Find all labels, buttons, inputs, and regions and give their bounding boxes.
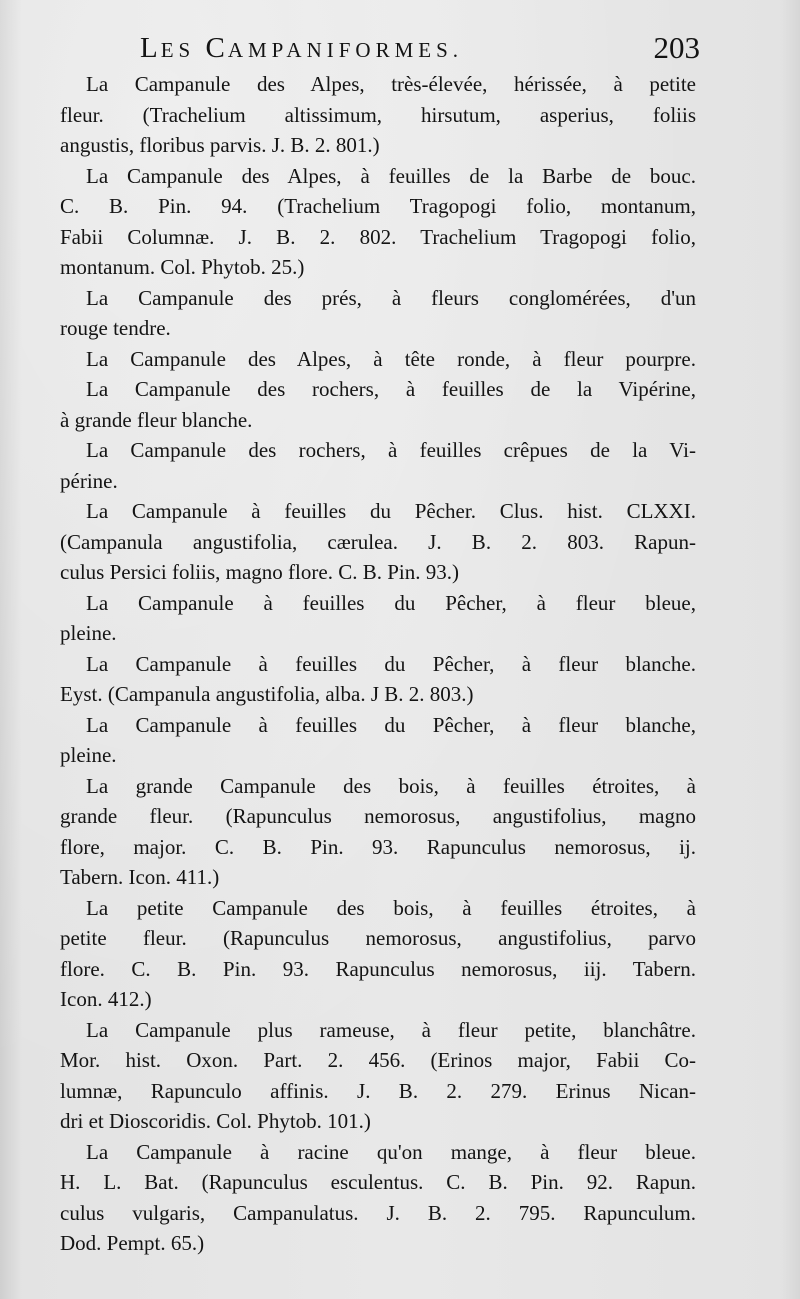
text-line: Fabii Columnæ. J. B. 2. 802. Trachelium Tragopogi folio, xyxy=(60,224,696,249)
running-title: LES CAMPANIFORMES. xyxy=(140,32,464,64)
text-line: montanum. Col. Phytob. 25.) xyxy=(60,255,305,279)
text-line: pleine. xyxy=(60,743,117,767)
text-line: La Campanule à feuilles du Pêcher. Clus. hist. CLXXI. xyxy=(86,499,696,523)
text-line: La Campanule des Alpes, à feuilles de la Barbe de bouc. xyxy=(86,163,696,188)
text-line: La Campanule des Alpes, à tête ronde, à fleur pourpre. xyxy=(86,346,696,371)
text-line: petite fleur. (Rapunculus nemorosus, angustifolius, parvo xyxy=(60,926,696,950)
text-line: pleine. xyxy=(60,621,117,645)
text-line: dri et Dioscoridis. Col. Phytob. 101.) xyxy=(60,1109,371,1133)
text-line: La Campanule à feuilles du Pêcher, à fleur bleue, xyxy=(86,590,696,615)
text-line: culus vulgaris, Campanulatus. J. B. 2. 795. Rapunculum. xyxy=(60,1200,696,1225)
text-line: H. L. Bat. (Rapunculus esculentus. C. B. Pin. 92. Rapun. xyxy=(60,1170,696,1194)
text-line: La Campanule à racine qu'on mange, à fleur bleue. xyxy=(86,1139,696,1164)
text-line: La Campanule des rochers, à feuilles crêpues de la Vi- xyxy=(86,438,696,462)
text-line: C. B. Pin. 94. (Trachelium Tragopogi folio, montanum, xyxy=(60,194,696,218)
page-number: 203 xyxy=(653,30,700,65)
text-line: flore. C. B. Pin. 93. Rapunculus nemorosus, iij. Tabern. xyxy=(60,956,696,981)
text-line: (Campanula angustifolia, cærulea. J. B. 2. 803. Rapun- xyxy=(60,529,696,554)
text-line: La grande Campanule des bois, à feuilles étroites, à xyxy=(86,773,696,798)
text-line: fleur. (Trachelium altissimum, hirsutum, asperius, foliis xyxy=(60,102,696,127)
text-line: Dod. Pempt. 65.) xyxy=(60,1231,205,1255)
text-line: La Campanule à feuilles du Pêcher, à fleur blanche, xyxy=(86,712,696,737)
page-header xyxy=(140,28,700,72)
text-line: La Campanule des prés, à fleurs conglomérées, d'un xyxy=(86,285,696,310)
text-line: La Campanule des Alpes, très-élevée, hérissée, à petite xyxy=(86,72,696,96)
text-line: rouge tendre. xyxy=(60,316,171,340)
text-line: angustis, floribus parvis. J. B. 2. 801.) xyxy=(60,133,380,157)
text-line: périne. xyxy=(60,468,118,493)
text-line: lumnæ, Rapunculo affinis. J. B. 2. 279. Erinus Nican- xyxy=(60,1078,696,1103)
text-line: Icon. 412.) xyxy=(60,987,152,1011)
body-text xyxy=(60,69,696,1259)
text-line: culus Persici foliis, magno flore. C. B. Pin. 93.) xyxy=(60,560,459,584)
text-line: Mor. hist. Oxon. Part. 2. 456. (Erinos major, Fabii Co- xyxy=(60,1048,696,1072)
text-line: Eyst. (Campanula angustifolia, alba. J B. 2. 803.) xyxy=(60,682,474,706)
text-line: grande fleur. (Rapunculus nemorosus, angustifolius, magno xyxy=(60,804,696,828)
text-line: La Campanule à feuilles du Pêcher, à fleur blanche. xyxy=(86,651,696,676)
text-line: Tabern. Icon. 411.) xyxy=(60,865,220,889)
text-line: La Campanule plus rameuse, à fleur petite, blanchâtre. xyxy=(86,1017,696,1042)
text-line: flore, major. C. B. Pin. 93. Rapunculus nemorosus, ij. xyxy=(60,834,696,859)
text-line: à grande fleur blanche. xyxy=(60,407,253,432)
text-line: La petite Campanule des bois, à feuilles étroites, à xyxy=(86,895,696,920)
text-line: La Campanule des rochers, à feuilles de la Vipérine, xyxy=(86,377,696,401)
